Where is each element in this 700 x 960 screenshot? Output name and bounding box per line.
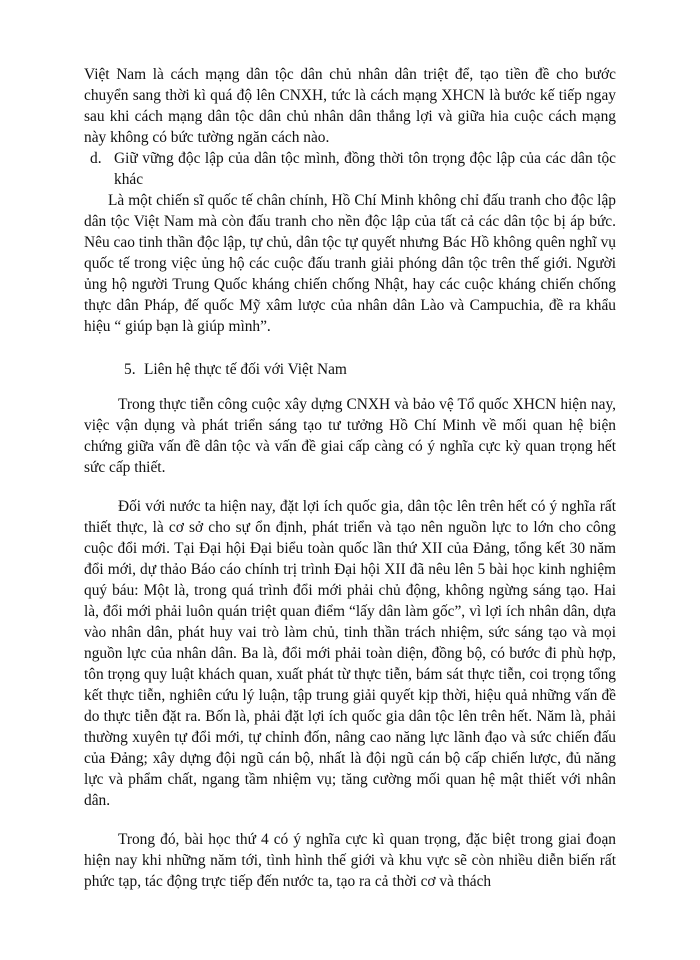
list-marker-d: d. xyxy=(90,150,102,167)
paragraph-gap xyxy=(84,478,616,496)
page-content xyxy=(84,64,616,892)
paragraph-gap xyxy=(84,811,616,829)
paragraph-section-5-2: Đối với nước ta hiện nay, đặt lợi ích quốc gia, dân tộc lên trên hết có ý nghĩa rất thiết thực, là cơ sở cho sự ổn định, phát triển và tạo nên nguồn lực to lớn cho công cuộc đổi mới. Tại Đại hội Đại biểu toàn quốc lần thứ XII của Đảng, tổng kết 30 năm đổi mới, dự thảo Báo cáo chính trị trình Đại hội XII đã nêu lên 5 bài học kinh nghiệm quý báu: Một là, trong quá trình đổi mới phải chủ động, không ngừng sáng tạo. Hai là, đổi mới phải luôn quán triệt quan điểm “lấy dân làm gốc”, vì lợi ích nhân dân, dựa vào nhân dân, phát huy vai trò làm chủ, tinh thần trách nhiệm, sức sáng tạo và mọi nguồn lực của nhân dân. Ba là, đổi mới phải toàn diện, đồng bộ, có bước đi phù hợp, tôn trọng quy luật khách quan, xuất phát từ thực tiễn, bám sát thực tiễn, coi trọng tổng kết thực tiễn, nghiên cứu lý luận, tập trung giải quyết kịp thời, hiệu quả những vấn đề do thực tiễn đặt ra. Bốn là, phải đặt lợi ích quốc gia dân tộc lên trên hết. Năm là, phải thường xuyên tự đổi mới, tự chỉnh đốn, nâng cao năng lực lãnh đạo và sức chiến đấu của Đảng; xây dựng đội ngũ cán bộ, nhất là đội ngũ cán bộ cấp chiến lược, đủ năng lực và phẩm chất, ngang tầm nhiệm vụ; tăng cường mối quan hệ mật thiết với nhân dân. xyxy=(84,498,616,809)
paragraph-item-d: Là một chiến sĩ quốc tế chân chính, Hồ Chí Minh không chỉ đấu tranh cho độc lập dân tộc Việt Nam mà còn đấu tranh cho nền độc lập của tất cả các dân tộc bị áp bức. Nêu cao tinh thần độc lập, tự chủ, dân tộc tự quyết nhưng Bác Hồ không quên nghĩ vụ quốc tế trong việc ủng hộ các cuộc đấu tranh giải phóng dân tộc trên thế giới. Người ủng hộ người Trung Quốc kháng chiến chống Nhật, hay các cuộc kháng chiến chống thực dân Pháp, đế quốc Mỹ xâm lược của nhân dân Lào và Campuchia, đề ra khẩu hiệu “ giúp bạn là giúp mình”. xyxy=(84,192,616,335)
list-item-d xyxy=(84,148,616,190)
section-5-number: 5. xyxy=(124,361,136,378)
section-5-title: Liên hệ thực tế đối với Việt Nam xyxy=(144,361,347,378)
list-item-d-text: Giữ vững độc lập của dân tộc mình, đồng thời tôn trọng độc lập của các dân tộc khác xyxy=(114,150,616,188)
paragraph-section-5-3: Trong đó, bài học thứ 4 có ý nghĩa cực kì quan trọng, đặc biệt trong giai đoạn hiện nay khi những năm tới, tình hình thế giới và khu vực sẽ còn nhiều diễn biến rất phức tạp, tác động trực tiếp đến nước ta, tạo ra cả thời cơ và thách xyxy=(84,831,616,890)
paragraph-section-5-1: Trong thực tiễn công cuộc xây dựng CNXH và bảo vệ Tổ quốc XHCN hiện nay, việc vận dụng và phát triển sáng tạo tư tưởng Hồ Chí Minh về mối quan hệ biện chứng giữa vấn đề dân tộc và vấn đề giai cấp càng có ý nghĩa cực kỳ quan trọng hết sức cấp thiết. xyxy=(84,396,616,476)
section-5-heading xyxy=(84,359,616,380)
paragraph-intro: Việt Nam là cách mạng dân tộc dân chủ nhân dân triệt để, tạo tiền đề cho bước chuyển sang thời kì quá độ lên CNXH, tức là cách mạng XHCN là bước kế tiếp ngay sau khi cách mạng dân tộc dân chủ nhân dân thắng lợi và giữa hia cuộc cách mạng này không có bức tường ngăn cách nào. xyxy=(84,66,616,146)
